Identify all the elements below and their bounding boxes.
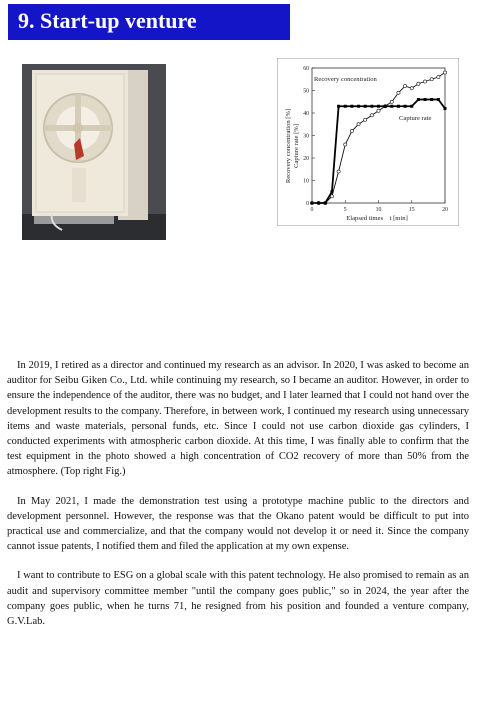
y-tick-label: 20 [303,156,309,162]
data-point-capture [344,105,347,108]
data-point-capture [357,105,360,108]
data-point-capture [430,98,433,101]
data-point-capture [364,105,367,108]
x-tick-label: 10 [375,207,382,213]
data-point-capture [390,105,393,108]
y-tick-label: 30 [303,133,309,140]
data-point-recovery [437,75,440,78]
recovery-chart [277,58,459,226]
data-point-capture [324,202,327,205]
data-point-capture [397,105,400,108]
data-point-recovery [350,129,353,132]
paragraph-1: In 2019, I retired as a director and continued my research as an advisor. In 2020, I was asked to become an auditor for Seibu Giken Co., Ltd. while continuing my research, so I became an auditor. However, in order to ensure the independence of the auditor, there was no budget, and I later learned that I could not hand over the development results to the company. Therefore, in between work, I continued my research using unnecessary items and waste materials, personal funds, etc. Since I could not use carbon dioxide gas cylinders, I conducted experiments with atmospheric carbon dioxide. At this time, I was finally able to confirm that the test equipment in the photo showed a high concentration of CO2 recovery of more than 50% from the atmosphere. (Top right Fig.) [7,360,469,478]
data-point-recovery [404,84,407,87]
data-point-capture [437,98,440,101]
data-point-capture [330,190,333,193]
data-point-capture [350,105,353,108]
paragraph-2: In May 2021, I made the demonstration test using a prototype machine public to the directors and development personnel. However, the response was that the Okano patent would be difficult to put into practical use and commercialize, and that the company would not develop it or need it. Since the company cannot issue patents, I notified them and filed the application at my own expense. [7,495,469,553]
data-point-capture [404,105,407,108]
y-axis-label-recovery: Recovery concentration [%] [285,108,292,184]
y-tick-label: 10 [303,178,309,185]
data-point-capture [370,105,373,108]
data-point-recovery [417,82,420,85]
data-point-recovery [397,91,400,94]
y-tick-label: 0 [306,201,309,207]
data-point-recovery [357,123,360,126]
data-point-recovery [410,87,413,90]
data-point-recovery [344,143,347,146]
data-point-capture [377,105,380,108]
data-point-capture [317,202,320,205]
chart-frame [277,58,459,226]
data-point-capture [417,98,420,101]
page-title: 9. Start-up venture [18,8,197,33]
y-tick-label: 40 [303,111,309,117]
legend-label-capture: Capture rate [399,115,432,122]
data-point-recovery [364,118,367,121]
data-point-recovery [390,100,393,103]
data-point-recovery [337,170,340,173]
data-point-recovery [443,71,446,74]
data-point-capture [384,105,387,108]
test-equipment-photo [22,64,166,240]
data-point-recovery [370,114,373,117]
data-point-capture [444,107,447,110]
data-point-capture [337,105,340,108]
y-axis-label-capture: Capture rate [%] [293,124,300,168]
legend-label-recovery: Recovery concentration [314,76,377,83]
equipment-illustration [22,64,166,240]
data-point-recovery [377,109,380,112]
y-tick-label: 50 [303,88,309,95]
y-tick-label: 60 [303,66,309,72]
body-text [7,358,469,643]
data-point-capture [424,98,427,101]
x-tick-label: 20 [442,207,448,213]
x-tick-label: 15 [408,207,415,213]
x-axis-label: Elapsed times t [min] [346,215,408,222]
paragraph-3: I want to contribute to ESG on a global scale with this patent technology. He also promised to remain as an audit and supervisory committee member "until the company goes public," so in 2024, the year after the company goes public, when he turns 71, he resigned from his position and founded a venture company, G.V.Lab. [7,570,469,628]
x-tick-label: 0 [310,207,314,213]
x-tick-label: 5 [343,207,347,213]
data-point-recovery [423,80,426,83]
data-point-capture [410,105,413,108]
data-point-recovery [430,78,433,81]
title-banner [8,4,290,40]
